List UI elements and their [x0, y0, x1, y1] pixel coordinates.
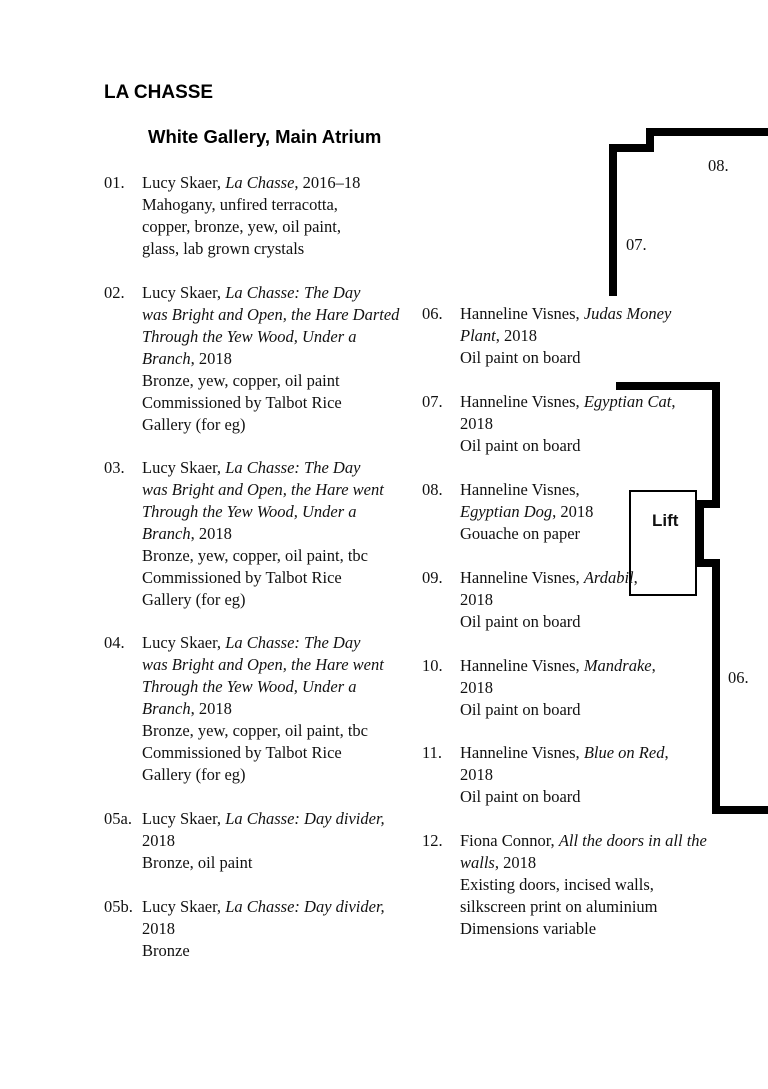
entry-details: [142, 457, 384, 611]
entry-text: Bronze, yew, copper, oil paint, tbc: [142, 546, 368, 565]
entry-text: Oil paint on board: [460, 612, 581, 631]
page-title: LA CHASSE: [104, 82, 214, 103]
entry-number: 07.: [422, 392, 443, 411]
entry-text: Hanneline Visnes,: [460, 304, 584, 323]
entry-text: 2018: [142, 919, 175, 938]
entry-text: Hanneline Visnes,: [460, 392, 584, 411]
entry-text: ,: [633, 568, 638, 587]
artwork-title: Mandrake: [583, 656, 652, 675]
entry-text: Hanneline Visnes,: [460, 743, 584, 762]
entry-line: [142, 940, 385, 962]
entry-text: , 2018: [190, 524, 232, 543]
entry-line: [142, 830, 385, 852]
entry-line: [460, 413, 675, 435]
entry-details: [460, 830, 707, 940]
entry-text: Hanneline Visnes,: [460, 568, 584, 587]
entry-line: [142, 172, 360, 194]
entry-details: [460, 303, 671, 369]
entry-details: [460, 567, 638, 633]
entry-line: [460, 896, 707, 918]
entry-line: [460, 852, 707, 874]
entry-text: Gouache on paper: [460, 524, 581, 543]
plan-label-07: 07.: [626, 235, 647, 254]
entry-text: 2018: [460, 590, 493, 609]
entry-text: Oil paint on board: [460, 700, 581, 719]
gallery-subtitle: White Gallery, Main Atrium: [148, 126, 382, 147]
entry-line: [460, 325, 671, 347]
entry-line: [142, 896, 385, 918]
artwork-title: La Chasse: Day divider,: [225, 809, 385, 828]
entry-text: ,: [671, 392, 676, 411]
entry-line: [460, 677, 656, 699]
entry-line: [142, 414, 399, 436]
entry-text: Bronze, yew, copper, oil paint, tbc: [142, 721, 368, 740]
artwork-title: Plant: [460, 326, 496, 345]
entry-text: Bronze: [142, 941, 190, 960]
artwork-title: La Chasse: [225, 173, 295, 192]
entry-line: [460, 830, 707, 852]
entry-text: copper, bronze, yew, oil paint,: [142, 217, 341, 236]
entry-text: Gallery (for eg): [142, 415, 246, 434]
artwork-title: Blue on Red: [583, 743, 665, 762]
entry-line: [142, 632, 384, 654]
artwork-title: walls: [460, 853, 495, 872]
artwork-title: La Chasse: The Day: [225, 458, 361, 477]
entry-line: [460, 611, 638, 633]
entry-text: Oil paint on board: [460, 787, 581, 806]
entry-number: 06.: [422, 304, 443, 323]
plan-label-06: 06.: [728, 668, 749, 687]
entry-line: [460, 567, 638, 589]
artwork-title: Branch: [142, 349, 191, 368]
entry-number: 05a.: [104, 809, 132, 828]
entry-text: Commissioned by Talbot Rice: [142, 568, 342, 587]
artwork-title: Egyptian Cat: [583, 392, 672, 411]
entry-line: [142, 852, 385, 874]
entry-line: [460, 874, 707, 896]
entry-details: [142, 282, 399, 436]
entry-text: Commissioned by Talbot Rice: [142, 393, 342, 412]
entry-line: [142, 501, 384, 523]
entry-line: [460, 699, 656, 721]
entry-line: [142, 216, 360, 238]
entry-text: Oil paint on board: [460, 436, 581, 455]
entry-line: [142, 589, 384, 611]
entry-number: 11.: [422, 743, 443, 762]
artwork-title: Through the Yew Wood, Under a: [142, 502, 357, 521]
entry-text: Lucy Skaer,: [142, 633, 226, 652]
entry-number: 09.: [422, 568, 443, 587]
entry-text: 2018: [142, 831, 175, 850]
entry-text: , 2018: [190, 699, 232, 718]
entry-line: [460, 918, 707, 940]
artwork-title: Branch: [142, 524, 191, 543]
entry-text: Dimensions variable: [460, 919, 597, 938]
entry-line: [142, 720, 384, 742]
artwork-title: Branch: [142, 699, 191, 718]
artwork-title: was Bright and Open, the Hare went: [142, 655, 384, 674]
artwork-title: La Chasse: The Day: [225, 283, 361, 302]
entry-text: Bronze, yew, copper, oil paint: [142, 371, 340, 390]
entry-number: 04.: [104, 633, 125, 652]
entry-details: [142, 172, 360, 260]
artwork-title: Judas Money: [583, 304, 672, 323]
entry-text: , 2018: [494, 853, 537, 872]
entry-line: [460, 786, 669, 808]
entry-number: 03.: [104, 458, 125, 477]
entry-text: ,: [651, 656, 656, 675]
entry-line: [142, 238, 360, 260]
entry-text: 2018: [460, 765, 493, 784]
entry-line: [460, 742, 669, 764]
entry-line: [460, 435, 675, 457]
entry-text: Gallery (for eg): [142, 590, 246, 609]
entry-line: [142, 479, 384, 501]
artwork-title: Egyptian Dog: [460, 502, 553, 521]
entry-text: Lucy Skaer,: [142, 283, 226, 302]
artwork-title: was Bright and Open, the Hare went: [142, 480, 384, 499]
entry-text: Bronze, oil paint: [142, 853, 253, 872]
plan-wall-top: [613, 132, 768, 296]
entry-line: [142, 676, 384, 698]
entry-text: , 2018: [552, 502, 594, 521]
entry-line: [142, 348, 399, 370]
entry-line: [142, 282, 399, 304]
entry-line: [142, 392, 399, 414]
plan-label-08: 08.: [708, 156, 729, 175]
entry-line: [460, 347, 671, 369]
entry-details: [460, 655, 656, 721]
entry-line: [460, 523, 593, 545]
entry-text: Mahogany, unfired terracotta,: [142, 195, 338, 214]
artwork-title: La Chasse: The Day: [225, 633, 361, 652]
entry-line: [142, 654, 384, 676]
entry-line: [460, 391, 675, 413]
entry-line: [142, 194, 360, 216]
entry-line: [460, 479, 593, 501]
entry-line: [460, 655, 656, 677]
entry-text: Lucy Skaer,: [142, 809, 226, 828]
entry-line: [142, 545, 384, 567]
entry-text: Existing doors, incised walls,: [460, 875, 654, 894]
entry-number: 08.: [422, 480, 443, 499]
entry-text: silkscreen print on aluminium: [460, 897, 658, 916]
entry-text: 2018: [460, 678, 493, 697]
entry-line: [142, 304, 399, 326]
entry-text: Lucy Skaer,: [142, 458, 226, 477]
entry-number: 01.: [104, 173, 125, 192]
entry-line: [142, 698, 384, 720]
entry-text: glass, lab grown crystals: [142, 239, 305, 258]
entry-text: 2018: [460, 414, 493, 433]
artwork-title: was Bright and Open, the Hare Darted: [142, 305, 400, 324]
entry-line: [460, 764, 669, 786]
entry-line: [142, 764, 384, 786]
entry-text: Lucy Skaer,: [142, 173, 226, 192]
entry-text: Hanneline Visnes,: [460, 656, 584, 675]
lift-label: Lift: [652, 511, 679, 530]
entry-line: [142, 808, 385, 830]
entry-number: 02.: [104, 283, 125, 302]
entry-text: Hanneline Visnes,: [460, 480, 580, 499]
artwork-title: Through the Yew Wood, Under a: [142, 327, 357, 346]
entry-text: ,: [664, 743, 669, 762]
artwork-title: Ardabil: [583, 568, 634, 587]
entry-text: Lucy Skaer,: [142, 897, 226, 916]
entry-text: Oil paint on board: [460, 348, 581, 367]
entry-text: Gallery (for eg): [142, 765, 246, 784]
entry-text: , 2018: [190, 349, 232, 368]
entry-number: 10.: [422, 656, 443, 675]
entry-details: [142, 808, 385, 874]
artwork-title: All the doors in all the: [558, 831, 707, 850]
entry-details: [460, 391, 675, 457]
entry-line: [142, 326, 399, 348]
entry-text: , 2016–18: [294, 173, 361, 192]
entry-line: [142, 742, 384, 764]
entry-text: Fiona Connor,: [460, 831, 559, 850]
entry-line: [142, 567, 384, 589]
entry-details: [460, 479, 593, 545]
entry-number: 12.: [422, 831, 443, 850]
entry-text: , 2018: [495, 326, 537, 345]
entry-details: [142, 632, 384, 786]
entry-line: [142, 523, 384, 545]
entry-line: [142, 370, 399, 392]
entry-text: Commissioned by Talbot Rice: [142, 743, 342, 762]
entry-details: [460, 742, 669, 808]
entry-line: [142, 457, 384, 479]
artwork-title: La Chasse: Day divider,: [225, 897, 385, 916]
entry-line: [142, 918, 385, 940]
entry-details: [142, 896, 385, 962]
lift-box: [629, 490, 697, 596]
entry-line: [460, 589, 638, 611]
entry-line: [460, 501, 593, 523]
entry-number: 05b.: [104, 897, 133, 916]
artwork-title: Through the Yew Wood, Under a: [142, 677, 357, 696]
entry-line: [460, 303, 671, 325]
